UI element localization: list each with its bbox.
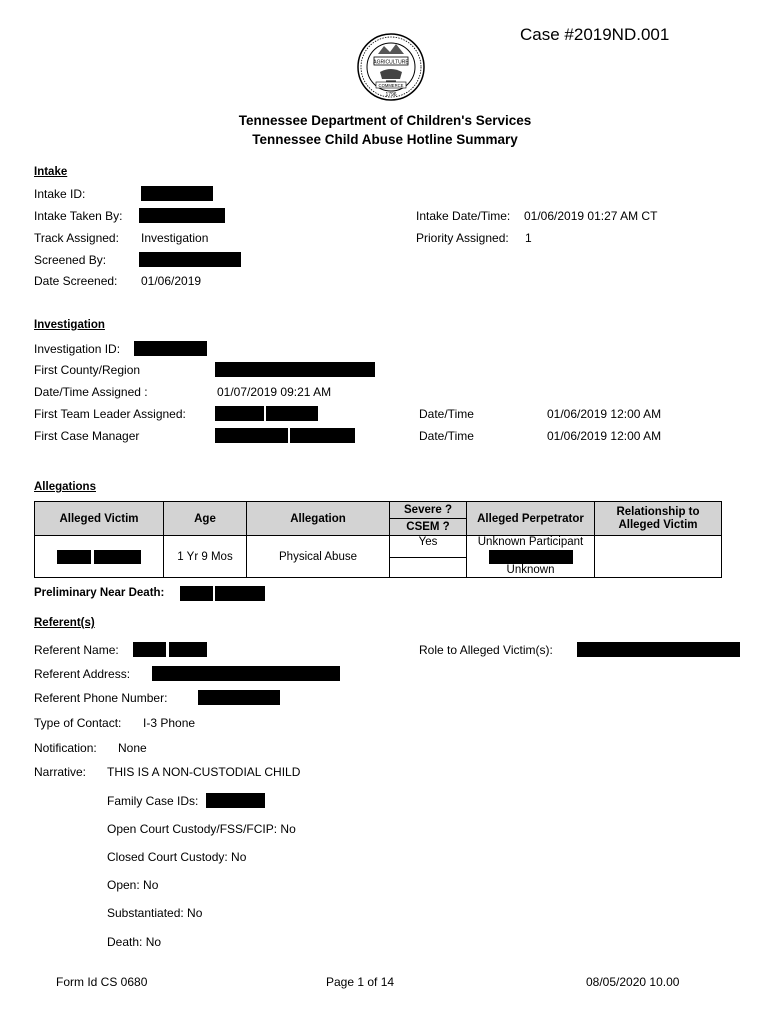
col-header-perpetrator: Alleged Perpetrator bbox=[467, 502, 595, 536]
contact-type-label: Type of Contact: bbox=[34, 716, 122, 730]
date-screened-value: 01/06/2019 bbox=[141, 274, 202, 288]
role-label: Role to Alleged Victim(s): bbox=[419, 643, 553, 657]
redaction-block bbox=[215, 428, 288, 443]
col-header-csem: CSEM ? bbox=[390, 519, 467, 536]
narrative-line: Open: No bbox=[107, 878, 159, 892]
case-manager-datetime-value: 01/06/2019 12:00 AM bbox=[547, 429, 662, 443]
redaction-block bbox=[215, 586, 265, 601]
footer-form-id: Form Id CS 0680 bbox=[56, 975, 148, 989]
datetime-assigned-label: Date/Time Assigned : bbox=[34, 385, 148, 399]
seal-year-text: 1796 bbox=[385, 92, 397, 98]
title-department: Tennessee Department of Children's Services bbox=[238, 113, 532, 128]
intake-id-label: Intake ID: bbox=[34, 187, 86, 201]
contact-type-value: I-3 Phone bbox=[143, 716, 196, 730]
investigation-heading: Investigation bbox=[34, 319, 105, 331]
narrative-line: Substantiated: No bbox=[107, 906, 203, 920]
team-leader-label: First Team Leader Assigned: bbox=[34, 407, 186, 421]
date-screened-label: Date Screened: bbox=[34, 274, 118, 288]
priority-assigned-label: Priority Assigned: bbox=[416, 231, 509, 245]
allegations-table bbox=[34, 501, 722, 578]
narrative-line: Family Case IDs: bbox=[107, 794, 199, 808]
intake-datetime-value: 01/06/2019 01:27 AM CT bbox=[524, 209, 658, 223]
referents-heading: Referent(s) bbox=[34, 617, 95, 629]
narrative-line: Open Court Custody/FSS/FCIP: No bbox=[107, 822, 296, 836]
datetime-assigned-value: 01/07/2019 09:21 AM bbox=[217, 385, 332, 399]
age-cell: 1 Yr 9 Mos bbox=[164, 536, 247, 578]
col-header-age: Age bbox=[164, 502, 247, 536]
footer-date: 08/05/2020 10.00 bbox=[586, 975, 680, 989]
redaction-block bbox=[198, 690, 280, 705]
perpetrator-sub: Unknown bbox=[506, 564, 555, 576]
team-leader-datetime-label: Date/Time bbox=[419, 407, 474, 421]
redaction-block bbox=[489, 550, 573, 564]
redaction-block bbox=[180, 586, 213, 601]
case-number: Case #2019ND.001 bbox=[520, 25, 670, 44]
notification-value: None bbox=[118, 741, 147, 755]
track-assigned-value: Investigation bbox=[141, 231, 209, 245]
redaction-block bbox=[215, 362, 375, 377]
seal-commerce-text: COMMERCE bbox=[378, 83, 404, 88]
intake-heading: Intake bbox=[34, 166, 68, 178]
referent-address-label: Referent Address: bbox=[34, 667, 131, 681]
redaction-block bbox=[139, 208, 225, 223]
referent-name-label: Referent Name: bbox=[34, 643, 119, 657]
priority-assigned-value: 1 bbox=[525, 231, 532, 245]
perpetrator-name: Unknown Participant bbox=[477, 536, 584, 548]
case-manager-label: First Case Manager bbox=[34, 429, 140, 443]
title-summary: Tennessee Child Abuse Hotline Summary bbox=[252, 132, 518, 147]
severe-cell: Yes bbox=[390, 536, 467, 558]
redaction-block bbox=[266, 406, 318, 421]
redaction-block bbox=[133, 642, 166, 657]
case-manager-datetime-label: Date/Time bbox=[419, 429, 474, 443]
investigation-id-label: Investigation ID: bbox=[34, 342, 121, 356]
allegations-heading: Allegations bbox=[34, 481, 96, 493]
near-death-label: Preliminary Near Death: bbox=[34, 587, 165, 599]
victim-cell bbox=[35, 536, 164, 578]
referent-phone-label: Referent Phone Number: bbox=[34, 691, 168, 705]
redaction-block bbox=[290, 428, 355, 443]
allegation-cell: Physical Abuse bbox=[247, 536, 390, 578]
track-assigned-label: Track Assigned: bbox=[34, 231, 119, 245]
screened-by-label: Screened By: bbox=[34, 253, 107, 267]
col-header-victim: Alleged Victim bbox=[35, 502, 164, 536]
team-leader-datetime-value: 01/06/2019 12:00 AM bbox=[547, 407, 662, 421]
redaction-block bbox=[215, 406, 264, 421]
csem-cell bbox=[390, 558, 467, 578]
notification-label: Notification: bbox=[34, 741, 97, 755]
col-header-allegation: Allegation bbox=[247, 502, 390, 536]
redaction-block bbox=[206, 793, 265, 808]
tennessee-state-seal-icon bbox=[356, 24, 426, 110]
seal-agriculture-text: AGRICULTURE bbox=[373, 59, 409, 66]
redaction-block bbox=[134, 341, 207, 356]
footer-page: Page 1 of 14 bbox=[326, 975, 395, 989]
col-header-relationship: Relationship to Alleged Victim bbox=[595, 502, 722, 536]
intake-datetime-label: Intake Date/Time: bbox=[416, 209, 511, 223]
intake-taken-by-label: Intake Taken By: bbox=[34, 209, 123, 223]
redaction-block bbox=[577, 642, 740, 657]
relationship-cell bbox=[595, 536, 722, 578]
perpetrator-cell bbox=[467, 536, 595, 578]
narrative-line: Death: No bbox=[107, 935, 162, 949]
redaction-block bbox=[139, 252, 241, 267]
narrative-label: Narrative: bbox=[34, 765, 87, 779]
narrative-line: THIS IS A NON-CUSTODIAL CHILD bbox=[107, 765, 301, 779]
redaction-block bbox=[141, 186, 213, 201]
redaction-block bbox=[169, 642, 207, 657]
narrative-line: Closed Court Custody: No bbox=[107, 850, 247, 864]
first-county-label: First County/Region bbox=[34, 363, 141, 377]
col-header-severe: Severe ? bbox=[390, 502, 467, 519]
redaction-block bbox=[152, 666, 340, 681]
